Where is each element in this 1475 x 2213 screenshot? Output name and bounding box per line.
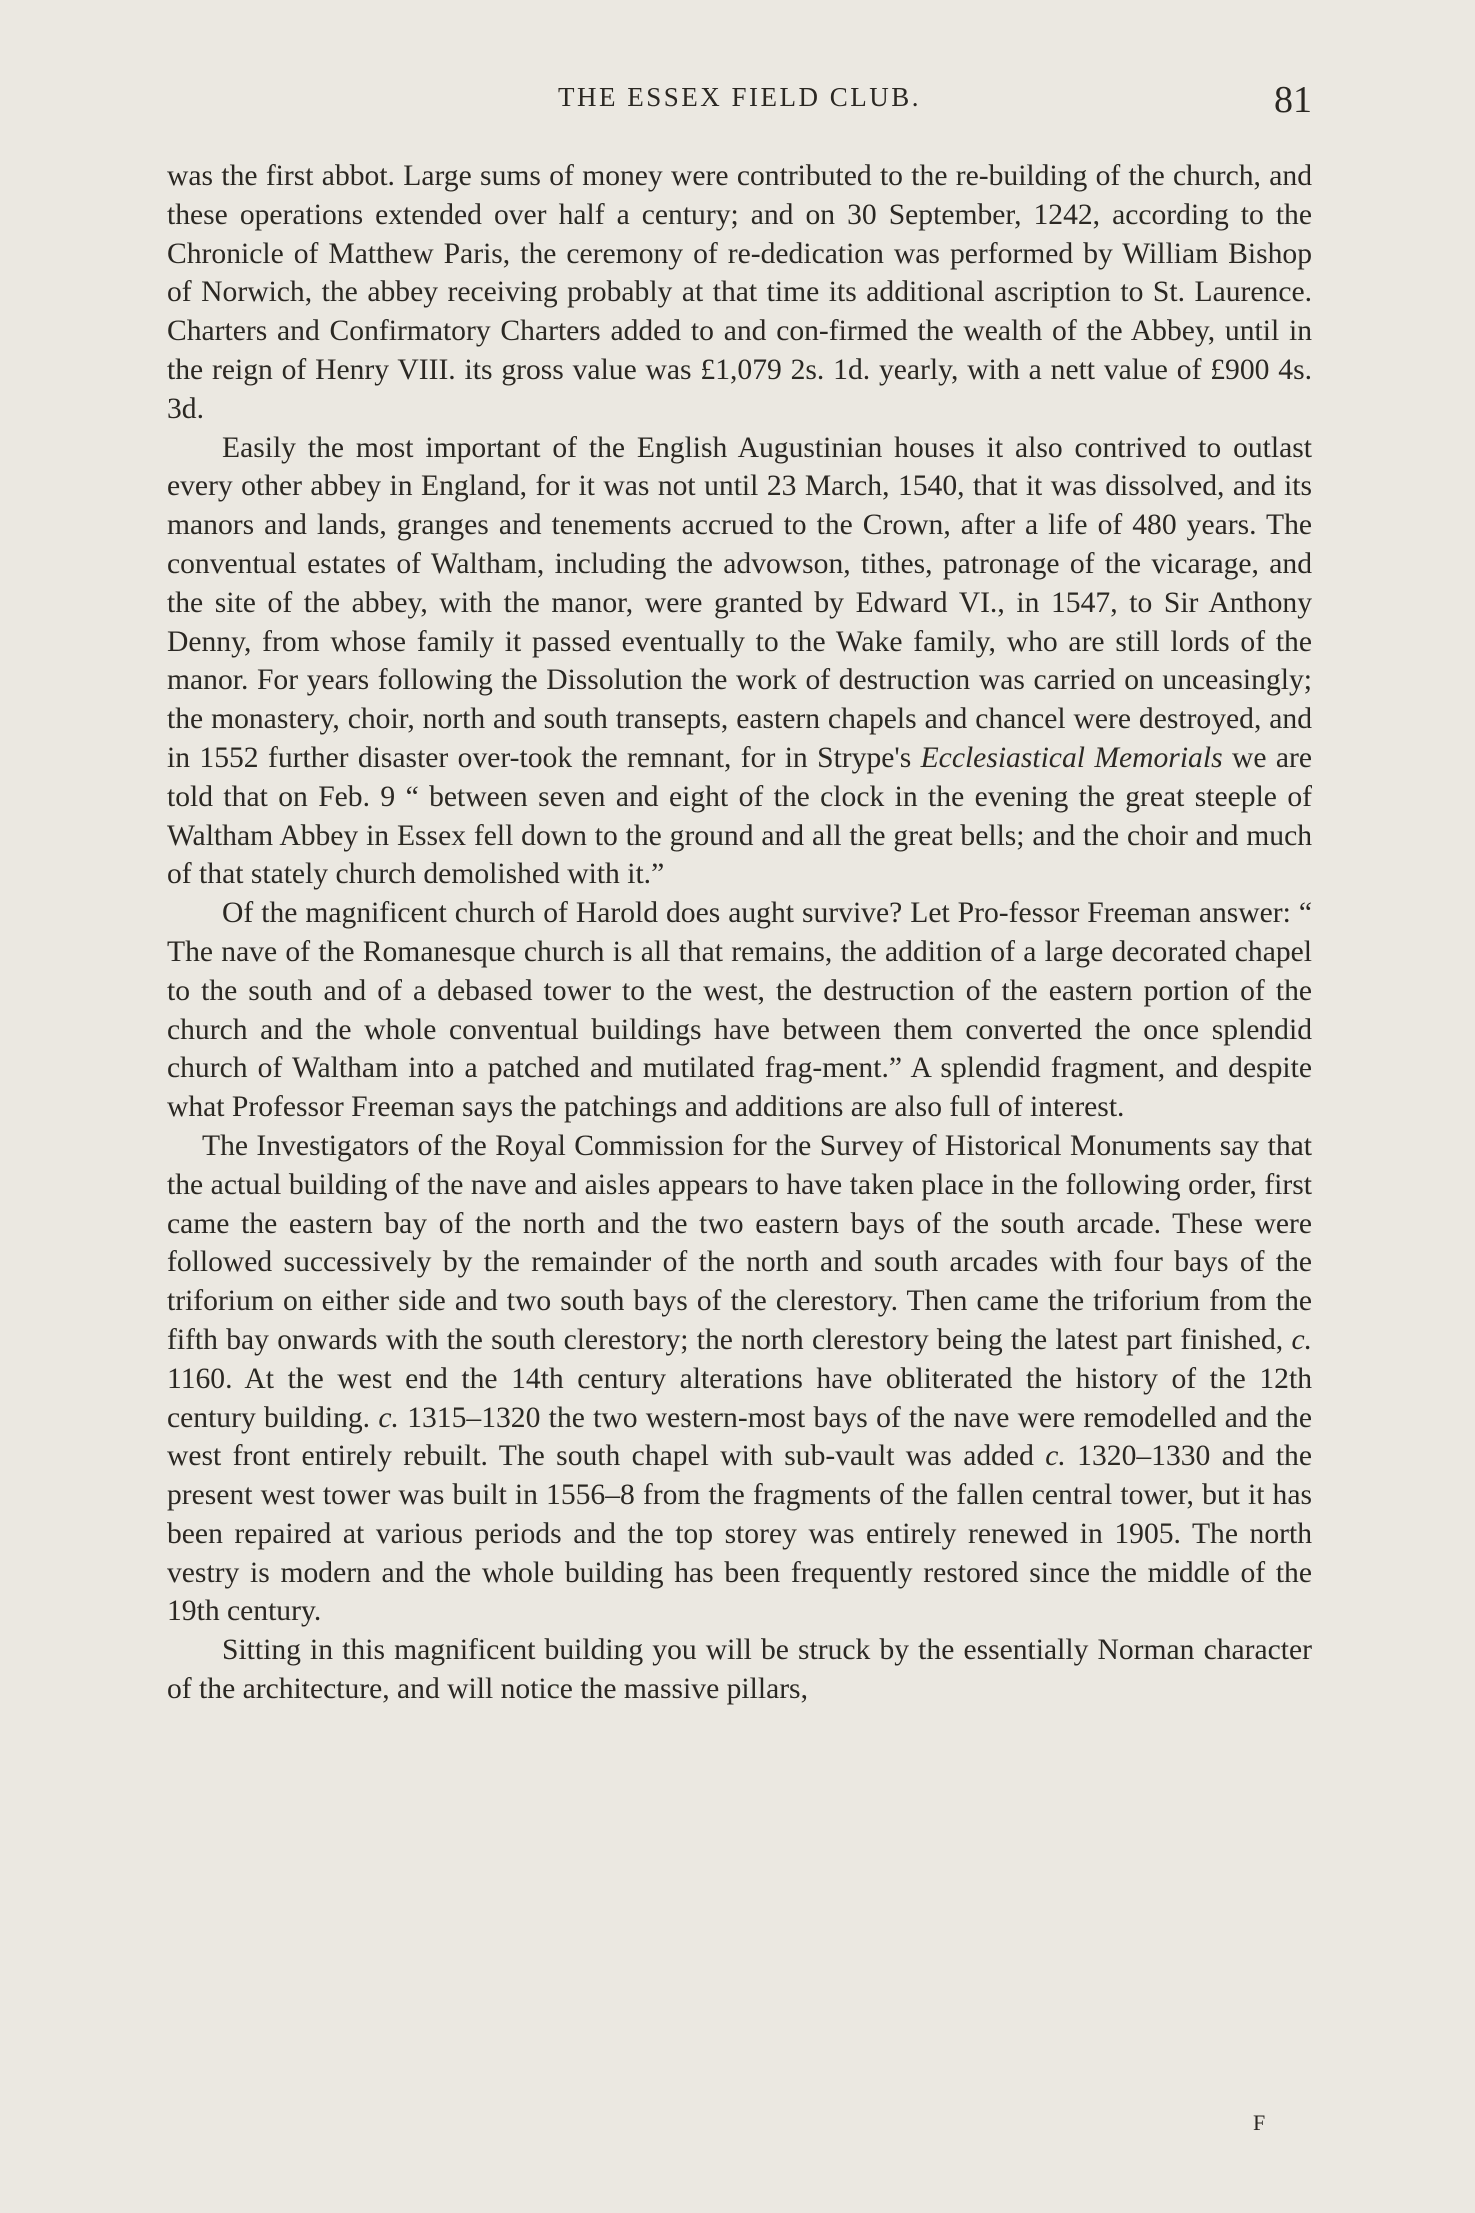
text-segment: Of the magnificent church of Harold does aught survive? Let Pro-fessor Freeman answer: “ The nave of the Romanesque church is all that remains, the addition of a large decorated chapel to the south and of a debased tower to the west, the destruction of the eastern portion of the church and the whole conventual buildings have between them converted the once splendid church of Waltham into a patched and mutilated frag-ment.” A splendid fragment, and despite what Professor Freeman says the patchings and additions are also full of interest. xyxy=(167,897,1312,1124)
page-number: 81 xyxy=(1274,79,1312,121)
text-segment: The Investigators of the Royal Commission for the Survey of Historical Monuments say that the actual building of the nave and aisles appears to have taken place in the following order, first came the eastern bay of the north and the two eastern bays of the south arcade. These were followed successively by the remainder of the north and south arcades with four bays of the triforium on either side and two south bays of the clerestory. Then came the triforium from the fifth bay onwards with the south clerestory; the north clerestory being the latest part finished, xyxy=(167,1129,1312,1356)
body-text xyxy=(167,157,1312,1709)
paragraph-1 xyxy=(167,157,1312,429)
circa-abbrev: c. xyxy=(378,1401,399,1434)
signature-mark: F xyxy=(1253,2110,1267,2135)
book-title: Ecclesiastical Memorials xyxy=(920,741,1223,774)
text-segment: 1315–1320 the two western-most bays of the nave were remodelled and the west front entirely rebuilt. The south chapel with sub-vault was added xyxy=(167,1401,1312,1473)
paragraph-4 xyxy=(167,1127,1312,1631)
text-segment: 1160. At the west end the 14th century alterations have obliterated the history of the 12th century building. xyxy=(167,1362,1312,1434)
circa-abbrev: c. xyxy=(1291,1323,1312,1356)
text-segment: 1320–1330 and the present west tower was built in 1556–8 from the fragments of the fallen central tower, but it has been repaired at various periods and the top storey was entirely renewed in 1905. The north vestry is modern and the whole building has been frequently restored since the middle of the 19th century. xyxy=(167,1440,1312,1628)
running-head xyxy=(167,78,1312,124)
paragraph-3 xyxy=(167,894,1312,1127)
paragraph-5 xyxy=(167,1631,1312,1709)
text-segment: we are told that on Feb. 9 “ between seven and eight of the clock in the evening the great steeple of Waltham Abbey in Essex fell down to the ground and all the great bells; and the choir and much of that stately church demolished with it.” xyxy=(167,741,1313,891)
text-segment: Easily the most important of the English Augustinian houses it also contrived to outlast every other abbey in England, for it was not until 23 March, 1540, that it was dissolved, and its manors and lands, granges and tenements accrued to the Crown, after a life of 480 years. The conventual estates of Waltham, including the advowson, tithes, patronage of the vicarage, and the site of the abbey, with the manor, were granted by Edward VI., in 1547, to Sir Anthony Denny, from whose family it passed eventually to the Wake family, who are still lords of the manor. For years following the Dissolution the work of destruction was carried on unceasingly; the monastery, choir, north and south transepts, eastern chapels and chancel were destroyed, and in 1552 further disaster over-took the remnant, for in Strype's xyxy=(167,431,1312,774)
paragraph-2 xyxy=(167,429,1312,895)
text-segment: was the first abbot. Large sums of money were contributed to the re-building of the church, and these operations extended over half a century; and on 30 September, 1242, according to the Chronicle of Matthew Paris, the ceremony of re-dedication was performed by William Bishop of Norwich, the abbey receiving probably at that time its additional ascription to St. Laurence. Charters and Confirmatory Charters added to and con-firmed the wealth of the Abbey, until in the reign of Henry VIII. its gross value was £1,079 2s. 1d. yearly, with a nett value of £900 4s. 3d. xyxy=(167,160,1312,425)
circa-abbrev: c. xyxy=(1045,1440,1066,1473)
text-segment: Sitting in this magnificent building you will be struck by the essentially Norman character of the architecture, and will notice the massive pillars, xyxy=(167,1634,1312,1706)
running-title: THE ESSEX FIELD CLUB. xyxy=(558,82,921,112)
